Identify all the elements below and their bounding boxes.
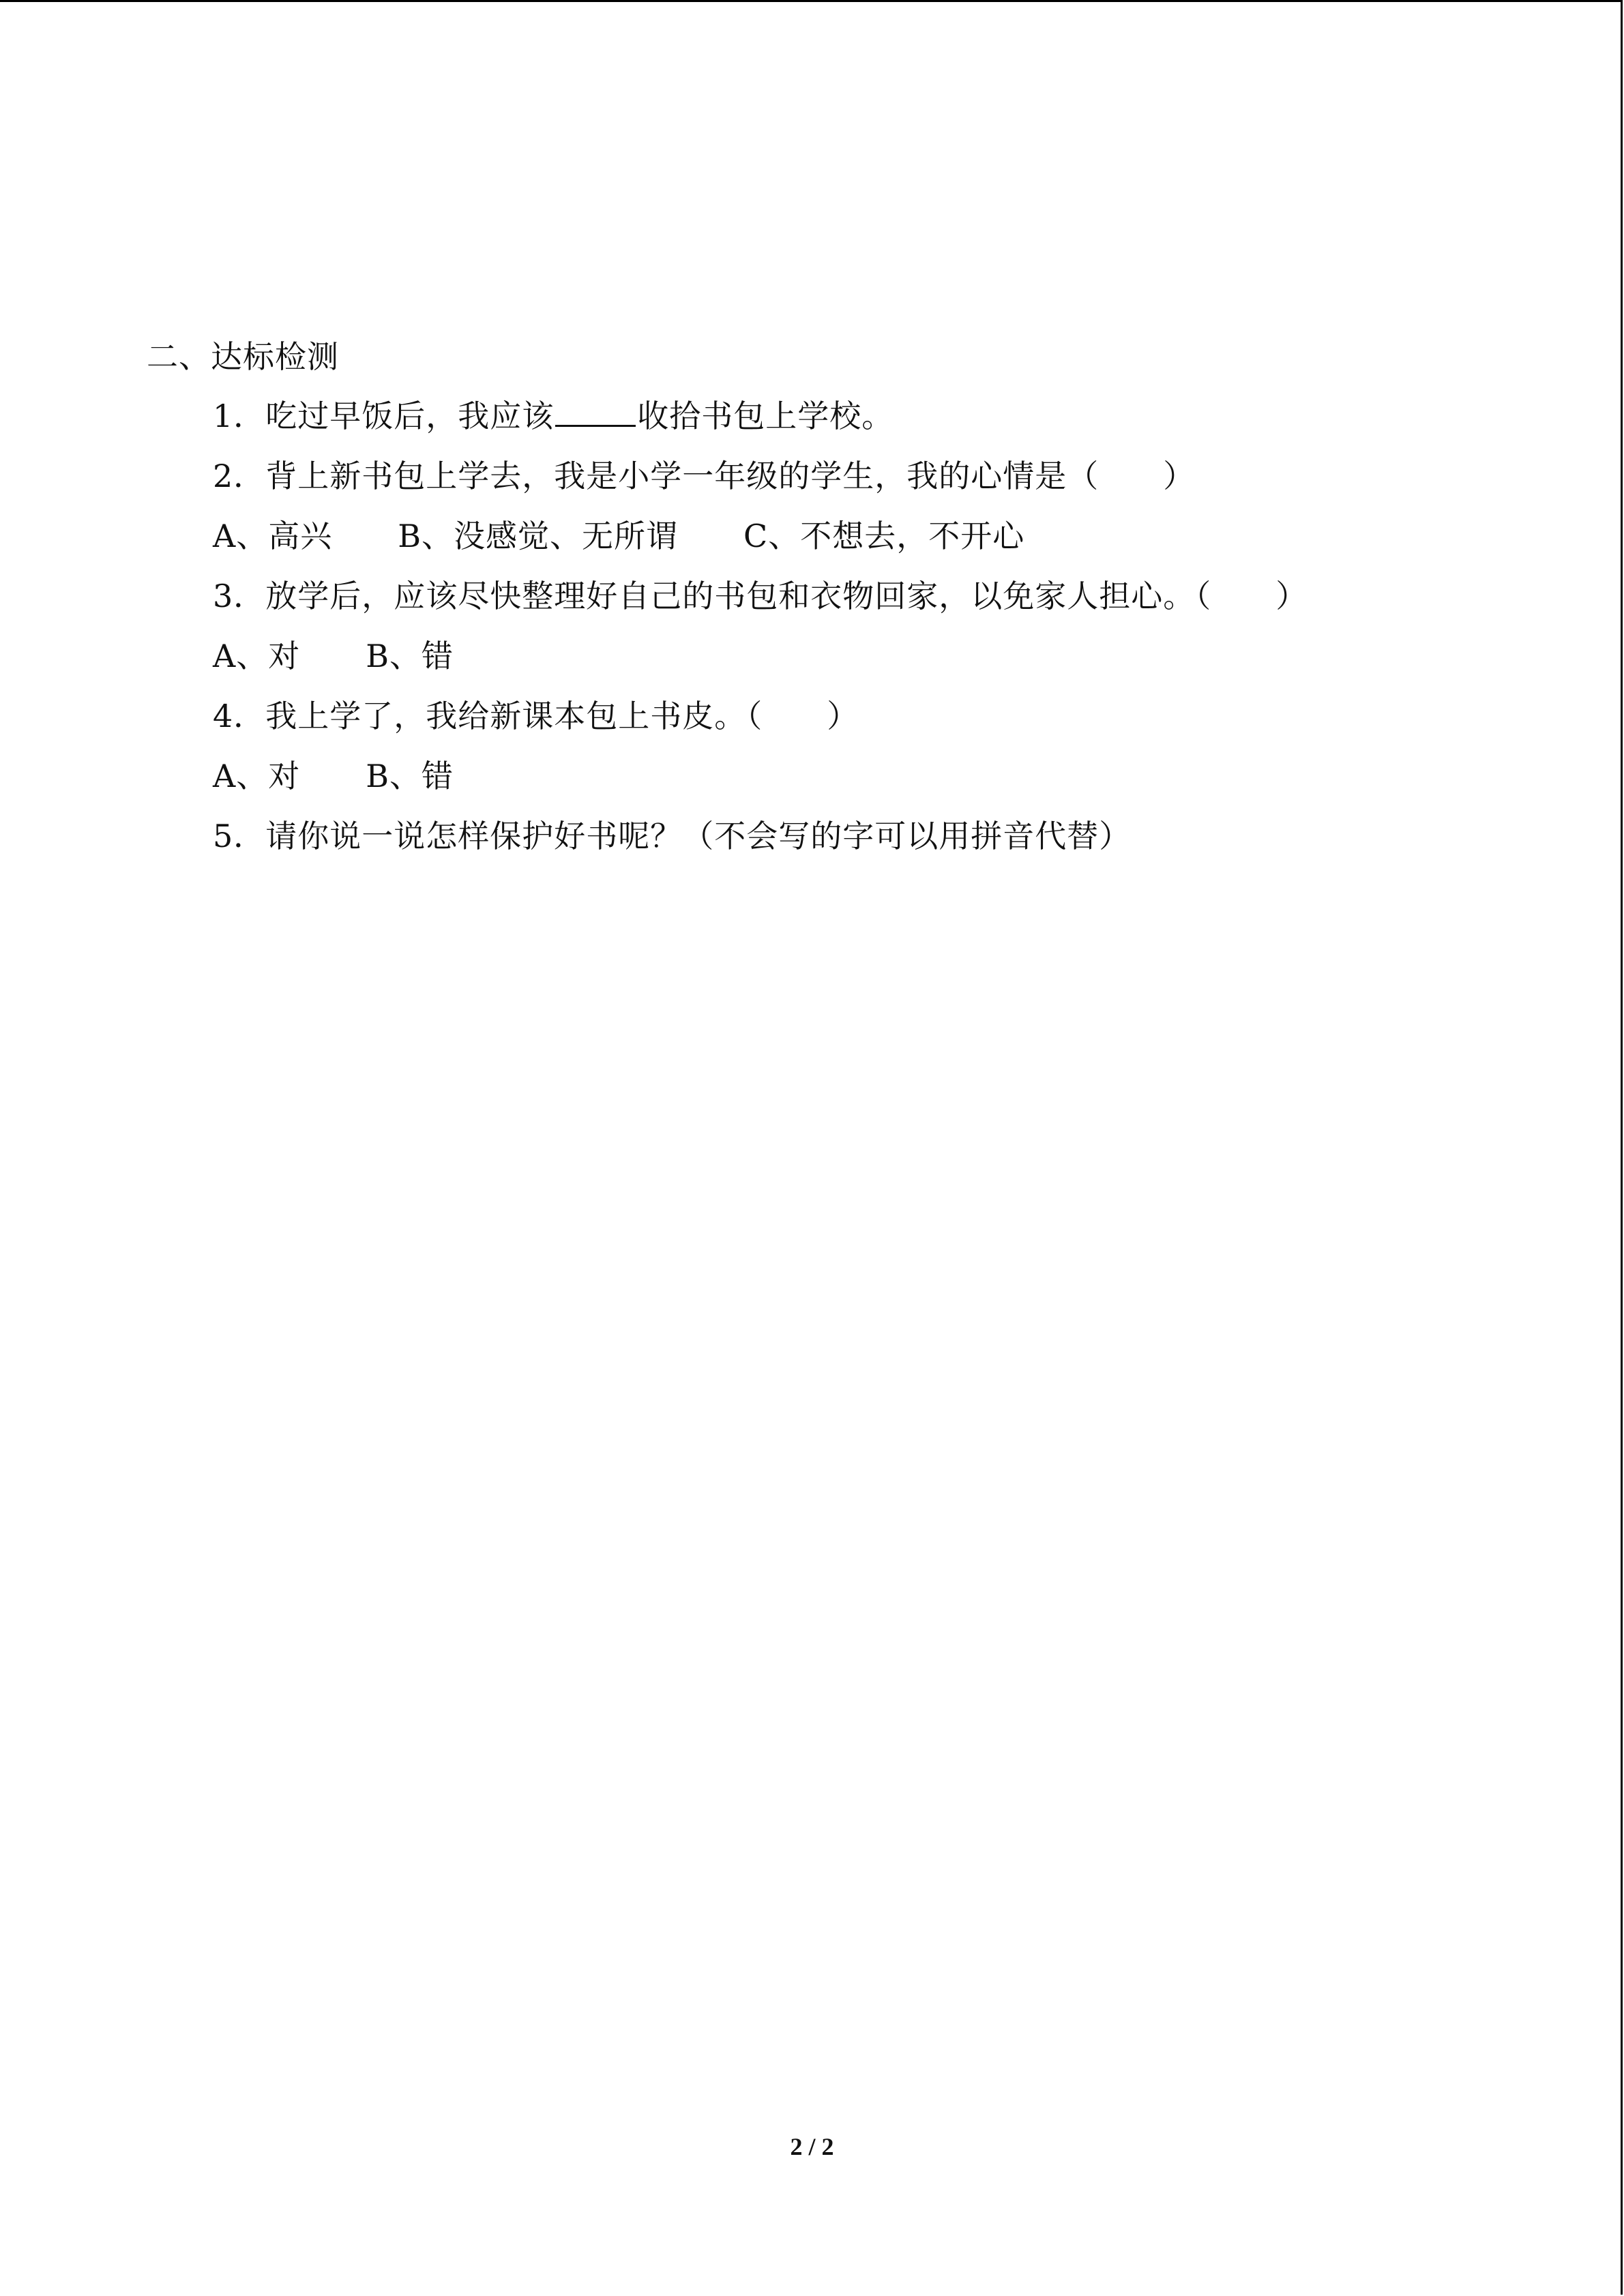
option-a[interactable]: A、对 <box>213 638 301 674</box>
question-4: 4．我上学了，我给新课本包上书皮。（ ） <box>213 698 859 734</box>
option-b[interactable]: B、错 <box>366 758 454 794</box>
question-3-options <box>213 636 454 676</box>
question-1-pre: 1．吃过早饭后，我应该 <box>213 398 555 434</box>
question-1 <box>213 396 894 436</box>
question-2: 2．背上新书包上学去，我是小学一年级的学生，我的心情是（ ） <box>213 458 1196 494</box>
option-a[interactable]: A、高兴 <box>213 518 333 554</box>
option-a[interactable]: A、对 <box>213 758 301 794</box>
fill-in-blank[interactable] <box>555 398 636 427</box>
question-3: 3．放学后，应该尽快整理好自己的书包和衣物回家，以免家人担心。（ ） <box>213 578 1308 614</box>
question-1-post: 收拾书包上学校。 <box>637 398 894 434</box>
question-4-options <box>213 756 454 796</box>
option-b[interactable]: B、没感觉、无所谓 <box>398 518 679 554</box>
page-number: 2 / 2 <box>790 2133 834 2160</box>
option-c[interactable]: C、不想去，不开心 <box>743 518 1025 554</box>
option-b[interactable]: B、错 <box>366 638 454 674</box>
question-2-options <box>213 516 1024 556</box>
section-title: 二、达标检测 <box>147 338 339 375</box>
question-5: 5．请你说一说怎样保护好书呢？（不会写的字可以用拼音代替） <box>213 818 1132 854</box>
